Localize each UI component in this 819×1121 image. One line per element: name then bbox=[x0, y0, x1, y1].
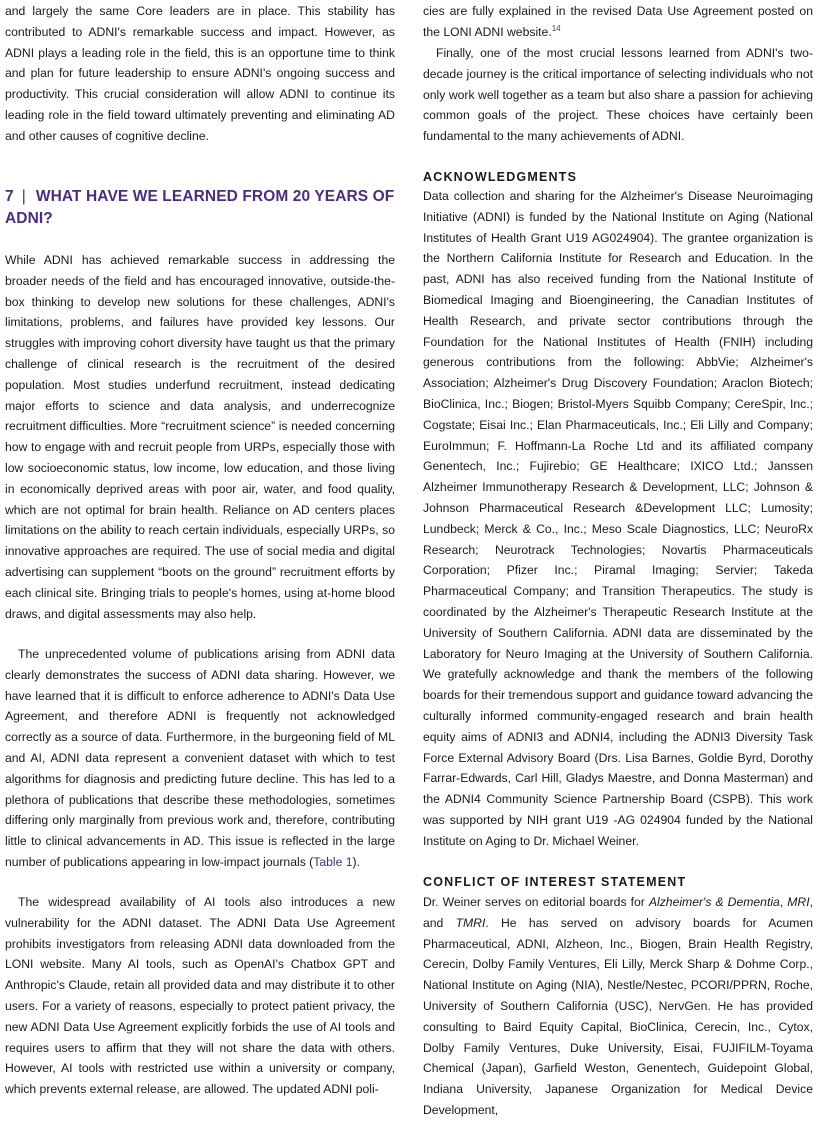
acknowledgments-text: Data collection and sharing for the Alzheimer's Disease Neuroimaging Initiative (ADNI) is funded by the National Institute on Aging (National Institutes of Health Grant U19 AG024904). The grantee organization is the Northern California Institute for Research and Education. In the past, ADNI has also received funding from the National Institute of Biomedical Imaging and Bioengineering, the Canadian Institutes of Health Research, and private sector contributions through the Foundation for the National Institutes of Health (FNIH) including generous contributions from the following: AbbVie; Alzheimer's Association; Alzheimer's Drug Discovery Foundation; Araclon Biotech; BioClinica, Inc.; Biogen; Bristol-Myers Squibb Company; CereSpir, Inc.; Cogstate; Eisai Inc.; Elan Pharmaceuticals, Inc.; Eli Lilly and Company; EuroImmun; F. Hoffmann-La Roche Ltd and its affiliated company Genentech, Inc.; Fujirebio; GE Healthcare; IXICO Ltd.; Janssen Alzheimer Immunotherapy Research & Development, LLC; Johnson & Johnson Pharmaceutical Research &Development LLC; Lumosity; Lundbeck; Merck & Co., Inc.; Meso Scale Diagnostics, LLC; NeuroRx Research; Neurotrack Technologies; Novartis Pharmaceuticals Corporation; Pfizer Inc.; Piramal Imaging; Servier; Takeda Pharmaceutical Company; and Transition Therapeutics. The study is coordinated by the Alzheimer's Therapeutic Research Institute at the University of Southern California. ADNI data are disseminated by the Laboratory for Neuro Imaging at the University of Southern California. We gratefully acknowledge and thank the members of the following boards for their tremendous support and guidance toward advancing the culturally informed community-engaged research and brain health equity aims of ADNI3 and ADNI4, including the ADNI3 Diversity Task Force External Advisory Board (Drs. Lisa Barnes, Goldie Byrd, Dorothy Farrar-Edwards, Carl Hill, Gladys Maestre, and Donna Masterman) and the ADNI4 Community Science Partnership Board (CSPB). This work was supported by NIH grant U19 -AG 024904 funded by the National Institute on Aging to Dr. Michael Weiner. bbox=[423, 189, 813, 848]
section-divider: | bbox=[21, 188, 26, 205]
coi-text-2: . He has served on advisory boards for Acumen Pharmaceutical, ADNI, Alzheon, Inc., Biogen, Brain Health Registry, Cerecin, Dolby Family Ventures, Eli Lilly, Merck Sharp & Dohme Corp., National Institute on Aging (NIA), Nestle/Nestec, PCORI/PPRN, Roche, University of Southern California (USC), NervGen. He has provided consulting to Baird Equity Capital, BioClinica, Cerecin, Inc., Cytox, Dolby Family Ventures, Duke University, Eisai, FUJIFILM-Toyama Chemical (Japan), Garfield Weston, Genentech, Guidepoint Global, Indiana University, Japanese Organization for Medical Device Development, bbox=[423, 915, 813, 1117]
continuation-paragraph bbox=[423, 1, 813, 43]
coi-separator-2: , and bbox=[423, 895, 814, 930]
lessons-paragraph-1: While ADNI has achieved remarkable success in addressing the broader needs of the field and has encouraged innovative, outside-the-box thinking to develop new solutions for these challenges, ADNI's limitations, problems, and failures have provided key lessons. Our struggles with improving cohort diversity have taught us that the primary challenge of clinical research is the recruitment of the desired population. Most studies underfund recruitment, instead dedicating major efforts to science and data analysis, and underrecognize recruitment difficulties. More “recruitment science” is needed concerning how to engage with and recruit people from URPs, especially those with low socioeconomic status, low income, low education, and those living in economically deprived areas with poor air, water, and food quality, which are not optimal for brain health. Reliance on AD centers places limitations on the ability to reach certain individuals, especially URPs, so innovative approaches are required. The use of social media and digital advertising can supplement “boots on the ground” recruitment efforts by each clinical site. Bringing trials to people's homes, using at-home blood draws, and digital assessments may also help. bbox=[5, 253, 395, 621]
table-1-reference[interactable]: Table 1 bbox=[313, 854, 353, 869]
final-lessons-paragraph: Finally, one of the most crucial lessons learned from ADNI's two-decade journey is the critical importance of selecting individuals who not only work well together as a team but also share a passion for achieving common goals of the project. These choices have certainly been fundamental to the many achievements of ADNI. bbox=[423, 46, 813, 144]
lessons-paragraph-3: The widespread availability of AI tools also introduces a new vulnerability for the ADNI dataset. The ADNI Data Use Agreement prohibits investigators from releasing ADNI data downloaded from the LONI website. Many AI tools, such as OpenAI's Chatbox GPT and Anthropic's Claude, retain all provided data and may distribute it to other users. For a variety of reasons, especially to protect patient privacy, the new ADNI Data Use Agreement explicitly forbids the use of AI tools and requires users to affirm that they will not share the data with others. However, AI tools with restricted use within a university or company, which prevents external release, are allowed. The updated ADNI poli- bbox=[5, 895, 395, 1097]
continuation-text: cies are fully explained in the revised Data Use Agreement posted on the LONI ADNI website. bbox=[423, 4, 813, 39]
coi-text-1: Dr. Weiner serves on editorial boards for bbox=[423, 895, 649, 909]
section-title: WHAT HAVE WE LEARNED FROM 20 YEARS OF ADNI? bbox=[5, 188, 395, 227]
section-heading bbox=[5, 186, 395, 230]
acknowledgments-heading: ACKNOWLEDGMENTS bbox=[423, 170, 578, 184]
paragraph-2-end: ). bbox=[352, 854, 360, 869]
paragraph-2-text: The unprecedented volume of publications arising from ADNI data clearly demonstrates the success of ADNI data sharing. However, we have learned that it is difficult to enforce adherence to ADNI's Data Use Agreement, and therefore ADNI is frequently not acknowledged correctly as a source of data. Furthermore, in the burgeoning field of ML and AI, ADNI data represent a convenient dataset with which to test algorithms for diagnosis and predicting future decline. This has led to a plethora of publications that describe these methodologies, sometimes differing only marginally from previous work and, therefore, contributing little to clinical advancements in AD. This issue is reflected in the large number of publications appearing in low-impact journals ( bbox=[5, 647, 395, 869]
journal-mri: MRI bbox=[787, 895, 810, 909]
journal-alzheimers-dementia: Alzheimer's & Dementia bbox=[648, 895, 780, 909]
reference-14[interactable]: 14 bbox=[551, 23, 561, 33]
conflict-of-interest-text bbox=[423, 892, 813, 1121]
journal-tmri: TMRI bbox=[455, 915, 486, 930]
intro-paragraph: and largely the same Core leaders are in place. This stability has contributed to ADNI's remarkable success and impact. However, as ADNI plays a leading role in the field, this is an opportune time to think and plan for future leadership to ensure ADNI's ongoing success and productivity. This crucial consideration will allow ADNI to continue its leading role in the field toward ultimately preventing and eliminating AD and other causes of cognitive decline. bbox=[5, 4, 395, 143]
coi-separator-1: , bbox=[779, 895, 788, 909]
conflict-of-interest-heading: CONFLICT OF INTEREST STATEMENT bbox=[423, 875, 687, 889]
lessons-paragraph-2 bbox=[5, 644, 395, 873]
section-number: 7 bbox=[5, 188, 14, 205]
